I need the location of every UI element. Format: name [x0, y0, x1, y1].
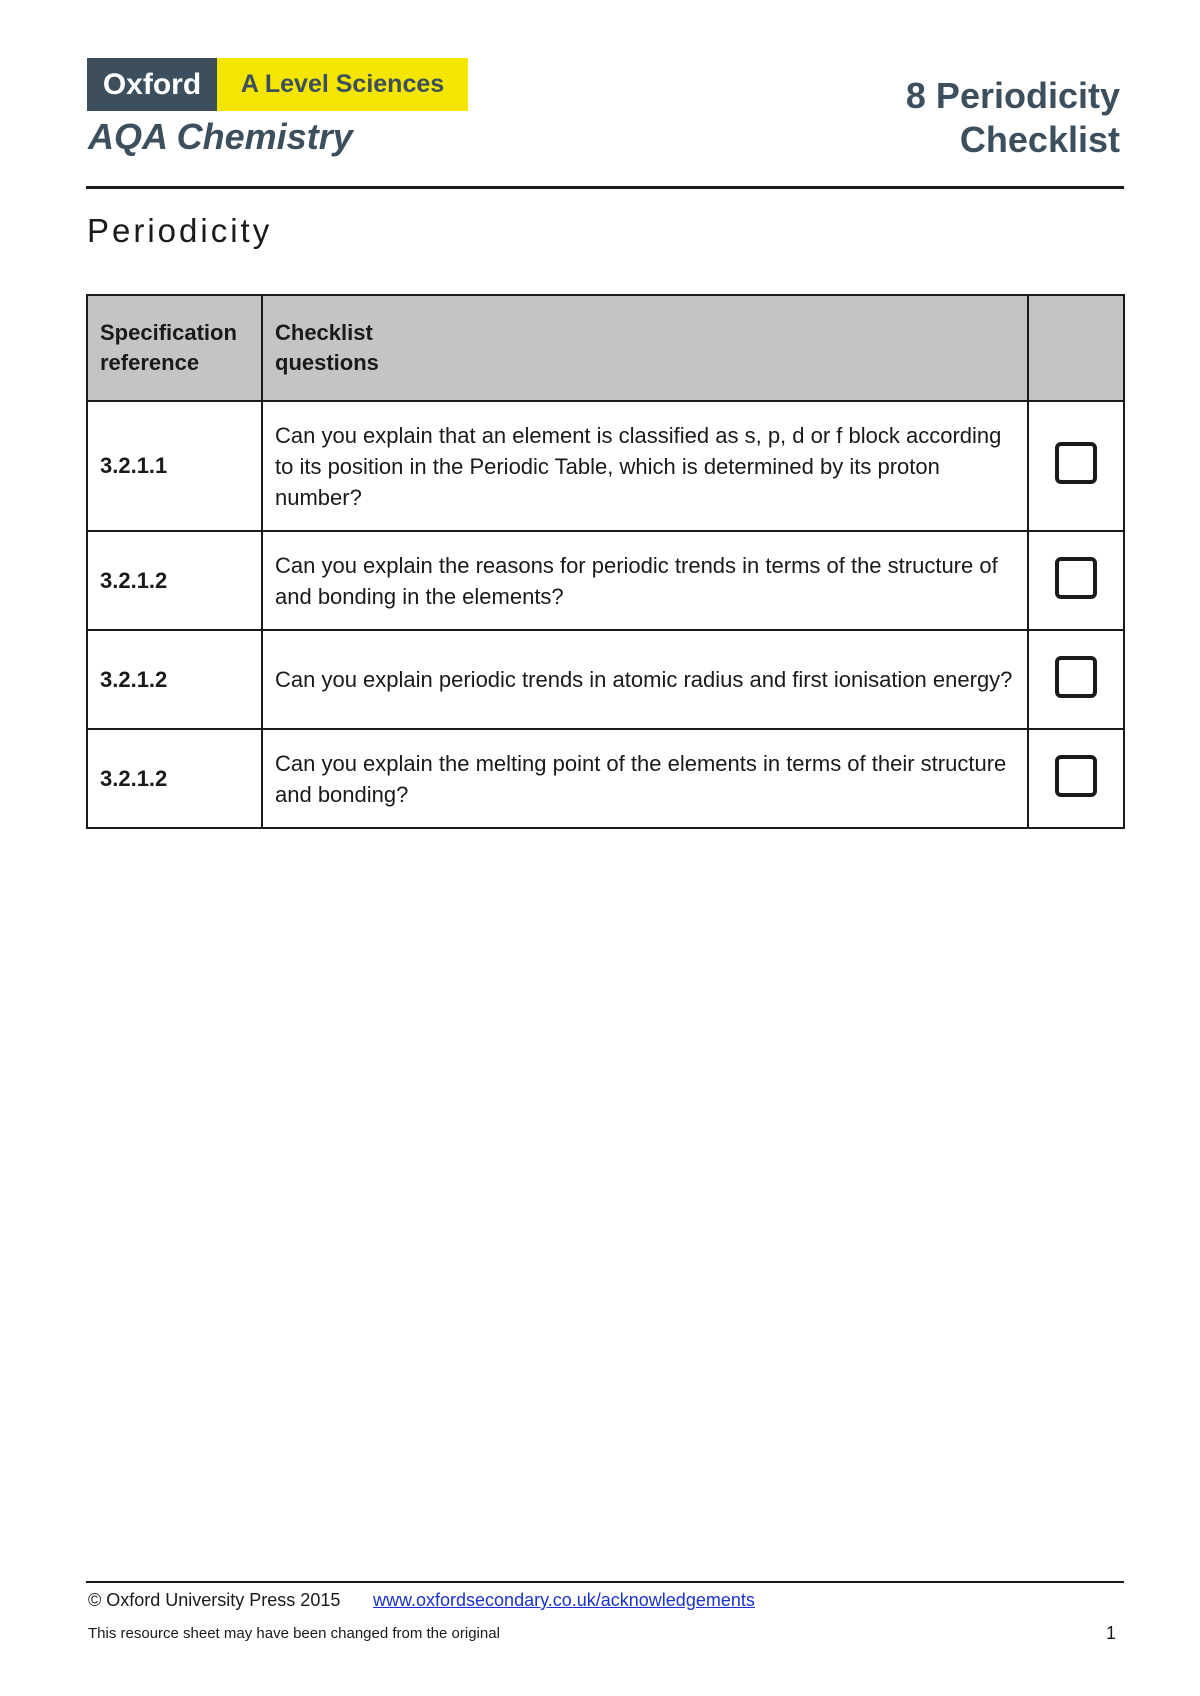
- table-row: [87, 401, 1124, 531]
- column-header-question-line-1: Checklist: [275, 320, 373, 345]
- document-title-line-2: Checklist: [959, 119, 1120, 160]
- page-number: 1: [1106, 1623, 1117, 1643]
- spec-reference: 3.2.1.2: [87, 531, 262, 630]
- table-row: [87, 630, 1124, 729]
- column-header-checkbox: [1028, 295, 1124, 401]
- table-row: [87, 729, 1124, 828]
- subject-title: AQA Chemistry: [88, 116, 353, 157]
- checkbox-cell: [1028, 729, 1124, 828]
- checklist-checkbox[interactable]: [1055, 656, 1097, 698]
- acknowledgements-link[interactable]: www.oxfordsecondary.co.uk/acknowledgements: [373, 1590, 755, 1610]
- spec-reference: 3.2.1.1: [87, 401, 262, 531]
- checkbox-cell: [1028, 531, 1124, 630]
- checkbox-cell: [1028, 630, 1124, 729]
- column-header-spec-ref: [87, 295, 262, 401]
- document-title-line-1: 8 Periodicity: [905, 75, 1120, 116]
- brand-logo: [87, 58, 468, 111]
- section-heading: Periodicity: [87, 212, 273, 249]
- logo-a-level-sciences: A Level Sciences: [217, 58, 468, 111]
- document-title: [906, 74, 1120, 162]
- table-row: [87, 531, 1124, 630]
- checklist-question: Can you explain the reasons for periodic trends in terms of the structure of and bonding in the elements?: [262, 531, 1028, 630]
- checklist-checkbox[interactable]: [1055, 557, 1097, 599]
- column-header-spec-ref-line-2: reference: [100, 350, 200, 375]
- table-header-row: [87, 295, 1124, 401]
- spec-reference: 3.2.1.2: [87, 630, 262, 729]
- header-divider: [86, 186, 1124, 189]
- checklist-checkbox[interactable]: [1055, 442, 1097, 484]
- column-header-question: [262, 295, 1028, 401]
- checklist-question: Can you explain periodic trends in atomic radius and first ionisation energy?: [262, 630, 1028, 729]
- logo-oxford: Oxford: [87, 58, 217, 111]
- checkbox-cell: [1028, 401, 1124, 531]
- checklist-table: [86, 294, 1125, 829]
- checklist-checkbox[interactable]: [1055, 755, 1097, 797]
- checklist-question: Can you explain the melting point of the elements in terms of their structure and bonding?: [262, 729, 1028, 828]
- column-header-spec-ref-line-1: Specification: [100, 320, 237, 345]
- column-header-question-line-2: questions: [275, 350, 379, 375]
- footer-divider: [86, 1581, 1124, 1583]
- spec-reference: 3.2.1.2: [87, 729, 262, 828]
- footer-note: This resource sheet may have been changed from the original: [88, 1625, 500, 1642]
- copyright-notice: © Oxford University Press 2015: [88, 1590, 341, 1610]
- checklist-question: Can you explain that an element is classified as s, p, d or f block according to its position in the Periodic Table, which is determined by its proton number?: [262, 401, 1028, 531]
